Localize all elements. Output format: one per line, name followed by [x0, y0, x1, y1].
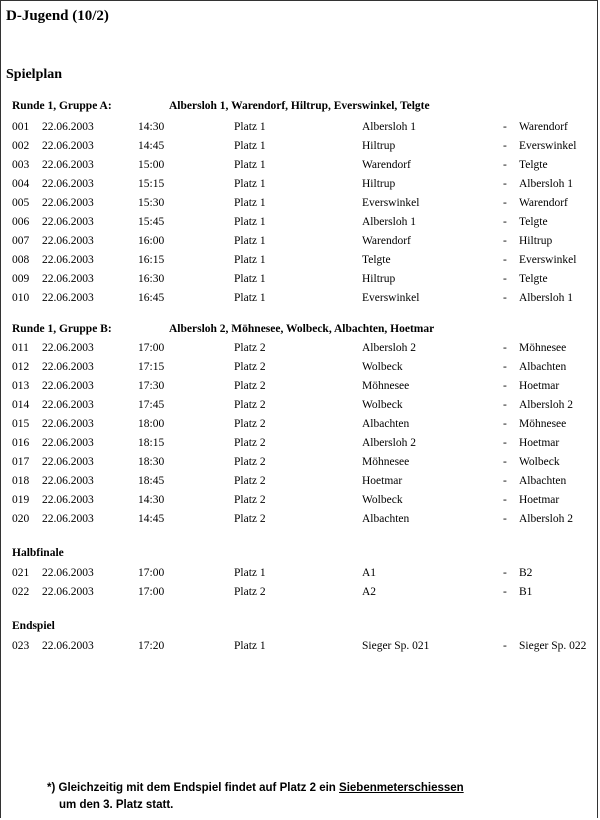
match-row: [0, 140, 600, 158]
away-team: Albersloh 1: [519, 178, 573, 190]
match-date: 22.06.2003: [42, 437, 94, 449]
match-separator: -: [503, 399, 507, 411]
match-separator: -: [503, 121, 507, 133]
match-number: 005: [12, 197, 30, 209]
match-row: [0, 418, 600, 436]
match-pitch: Platz 2: [234, 361, 266, 373]
away-team: Wolbeck: [519, 456, 560, 468]
away-team: Hoetmar: [519, 437, 560, 449]
match-number: 009: [12, 273, 30, 285]
match-time: 18:15: [138, 437, 165, 449]
match-pitch: Platz 1: [234, 140, 266, 152]
footnote-underlined: Siebenmeterschiessen: [339, 782, 464, 794]
match-time: 14:45: [138, 513, 165, 525]
away-team: Albersloh 2: [519, 513, 573, 525]
away-team: Albersloh 1: [519, 292, 573, 304]
match-row: [0, 197, 600, 215]
home-team: Hoetmar: [362, 475, 403, 487]
away-team: Möhnesee: [519, 418, 567, 430]
match-number: 008: [12, 254, 30, 266]
match-separator: -: [503, 456, 507, 468]
match-separator: -: [503, 292, 507, 304]
match-pitch: Platz 2: [234, 456, 266, 468]
match-pitch: Platz 2: [234, 380, 266, 392]
match-time: 18:45: [138, 475, 165, 487]
match-time: 15:00: [138, 159, 165, 171]
match-time: 17:20: [138, 640, 165, 652]
match-row: [0, 159, 600, 177]
match-time: 17:45: [138, 399, 165, 411]
match-time: 15:30: [138, 197, 165, 209]
match-date: 22.06.2003: [42, 586, 94, 598]
home-team: Albersloh 2: [362, 437, 416, 449]
match-time: 16:00: [138, 235, 165, 247]
match-date: 22.06.2003: [42, 273, 94, 285]
match-time: 16:30: [138, 273, 165, 285]
match-row: [0, 235, 600, 253]
match-pitch: Platz 1: [234, 216, 266, 228]
away-team: Möhnesee: [519, 342, 567, 354]
match-date: 22.06.2003: [42, 418, 94, 430]
match-row: [0, 494, 600, 512]
away-team: Everswinkel: [519, 254, 577, 266]
match-date: 22.06.2003: [42, 361, 94, 373]
match-date: 22.06.2003: [42, 494, 94, 506]
section-label: Halbfinale: [12, 547, 64, 559]
match-number: 012: [12, 361, 30, 373]
away-team: B1: [519, 586, 533, 598]
match-number: 015: [12, 418, 30, 430]
match-number: 016: [12, 437, 30, 449]
match-row: [0, 178, 600, 196]
home-team: Wolbeck: [362, 399, 403, 411]
match-date: 22.06.2003: [42, 159, 94, 171]
away-team: Telgte: [519, 159, 548, 171]
away-team: Albachten: [519, 361, 567, 373]
away-team: Hoetmar: [519, 494, 560, 506]
footnote-line2: um den 3. Platz statt.: [59, 799, 174, 811]
match-number: 006: [12, 216, 30, 228]
home-team: Everswinkel: [362, 292, 420, 304]
match-pitch: Platz 2: [234, 399, 266, 411]
away-team: Sieger Sp. 022: [519, 640, 587, 652]
match-separator: -: [503, 380, 507, 392]
home-team: Albersloh 1: [362, 216, 416, 228]
away-team: B2: [519, 567, 533, 579]
away-team: Albersloh 2: [519, 399, 573, 411]
match-time: 15:15: [138, 178, 165, 190]
away-team: Hoetmar: [519, 380, 560, 392]
match-pitch: Platz 2: [234, 418, 266, 430]
section-teams: Albersloh 1, Warendorf, Hiltrup, Everswinkel, Telgte: [169, 100, 430, 112]
match-pitch: Platz 1: [234, 178, 266, 190]
home-team: Sieger Sp. 021: [362, 640, 430, 652]
match-time: 17:30: [138, 380, 165, 392]
match-time: 17:15: [138, 361, 165, 373]
match-pitch: Platz 2: [234, 494, 266, 506]
match-time: 16:45: [138, 292, 165, 304]
match-pitch: Platz 2: [234, 342, 266, 354]
match-number: 023: [12, 640, 30, 652]
match-date: 22.06.2003: [42, 475, 94, 487]
match-date: 22.06.2003: [42, 380, 94, 392]
match-number: 022: [12, 586, 30, 598]
match-number: 011: [12, 342, 29, 354]
match-separator: -: [503, 197, 507, 209]
match-date: 22.06.2003: [42, 254, 94, 266]
match-date: 22.06.2003: [42, 342, 94, 354]
match-row: [0, 567, 600, 585]
home-team: A1: [362, 567, 377, 579]
match-separator: -: [503, 567, 507, 579]
match-row: [0, 437, 600, 455]
match-separator: -: [503, 254, 507, 266]
home-team: Telgte: [362, 254, 391, 266]
match-row: [0, 121, 600, 139]
match-time: 17:00: [138, 586, 165, 598]
match-number: 019: [12, 494, 30, 506]
match-number: 001: [12, 121, 30, 133]
section-header: [12, 323, 435, 335]
match-date: 22.06.2003: [42, 456, 94, 468]
home-team: Albersloh 2: [362, 342, 416, 354]
away-team: Telgte: [519, 273, 548, 285]
document-title: D-Jugend (10/2): [6, 8, 109, 24]
footnote: [47, 780, 464, 814]
match-date: 22.06.2003: [42, 140, 94, 152]
home-team: Warendorf: [362, 159, 411, 171]
match-date: 22.06.2003: [42, 399, 94, 411]
home-team: Hiltrup: [362, 140, 396, 152]
match-pitch: Platz 1: [234, 121, 266, 133]
section-header: [12, 100, 430, 112]
match-separator: -: [503, 216, 507, 228]
match-pitch: Platz 1: [234, 197, 266, 209]
home-team: Möhnesee: [362, 456, 410, 468]
match-pitch: Platz 1: [234, 640, 266, 652]
away-team: Albachten: [519, 475, 567, 487]
section-label: Endspiel: [12, 620, 55, 632]
match-pitch: Platz 1: [234, 273, 266, 285]
match-row: [0, 216, 600, 234]
match-time: 14:30: [138, 494, 165, 506]
match-row: [0, 640, 600, 658]
match-separator: -: [503, 235, 507, 247]
section-label: Runde 1, Gruppe B:: [12, 323, 112, 335]
section-header: [12, 620, 55, 632]
match-date: 22.06.2003: [42, 121, 94, 133]
footnote-text: *) Gleichzeitig mit dem Endspiel findet auf Platz 2 ein: [47, 782, 340, 794]
home-team: Hiltrup: [362, 178, 396, 190]
match-separator: -: [503, 342, 507, 354]
match-time: 17:00: [138, 342, 165, 354]
match-time: 18:30: [138, 456, 165, 468]
match-separator: -: [503, 475, 507, 487]
match-separator: -: [503, 494, 507, 506]
match-date: 22.06.2003: [42, 235, 94, 247]
match-date: 22.06.2003: [42, 567, 94, 579]
match-separator: -: [503, 361, 507, 373]
home-team: Albachten: [362, 513, 410, 525]
match-row: [0, 380, 600, 398]
match-row: [0, 399, 600, 417]
match-date: 22.06.2003: [42, 216, 94, 228]
match-time: 16:15: [138, 254, 165, 266]
match-number: 014: [12, 399, 30, 411]
away-team: Warendorf: [519, 197, 568, 209]
match-number: 007: [12, 235, 30, 247]
match-separator: -: [503, 159, 507, 171]
match-number: 010: [12, 292, 30, 304]
match-number: 017: [12, 456, 30, 468]
match-pitch: Platz 2: [234, 586, 266, 598]
away-team: Telgte: [519, 216, 548, 228]
match-pitch: Platz 1: [234, 235, 266, 247]
match-date: 22.06.2003: [42, 197, 94, 209]
home-team: Albersloh 1: [362, 121, 416, 133]
match-pitch: Platz 2: [234, 475, 266, 487]
match-time: 15:45: [138, 216, 165, 228]
match-row: [0, 513, 600, 531]
away-team: Hiltrup: [519, 235, 553, 247]
match-date: 22.06.2003: [42, 513, 94, 525]
home-team: A2: [362, 586, 377, 598]
match-number: 002: [12, 140, 30, 152]
match-separator: -: [503, 273, 507, 285]
match-separator: -: [503, 513, 507, 525]
match-time: 17:00: [138, 567, 165, 579]
match-row: [0, 456, 600, 474]
section-header: [12, 547, 64, 559]
match-separator: -: [503, 418, 507, 430]
schedule-heading: Spielplan: [6, 67, 63, 82]
match-separator: -: [503, 437, 507, 449]
away-team: Everswinkel: [519, 140, 577, 152]
match-separator: -: [503, 140, 507, 152]
home-team: Warendorf: [362, 235, 411, 247]
match-separator: -: [503, 586, 507, 598]
home-team: Wolbeck: [362, 494, 403, 506]
home-team: Everswinkel: [362, 197, 420, 209]
match-date: 22.06.2003: [42, 178, 94, 190]
match-time: 18:00: [138, 418, 165, 430]
match-separator: -: [503, 640, 507, 652]
match-row: [0, 254, 600, 272]
match-pitch: Platz 1: [234, 159, 266, 171]
match-number: 021: [12, 567, 30, 579]
section-label: Runde 1, Gruppe A:: [12, 100, 112, 112]
match-row: [0, 273, 600, 291]
match-number: 018: [12, 475, 30, 487]
match-time: 14:30: [138, 121, 165, 133]
away-team: Warendorf: [519, 121, 568, 133]
match-pitch: Platz 1: [234, 254, 266, 266]
match-pitch: Platz 2: [234, 513, 266, 525]
section-teams: Albersloh 2, Möhnesee, Wolbeck, Albachten, Hoetmar: [169, 323, 435, 335]
match-number: 020: [12, 513, 30, 525]
match-number: 004: [12, 178, 30, 190]
match-row: [0, 292, 600, 310]
match-separator: -: [503, 178, 507, 190]
match-pitch: Platz 1: [234, 292, 266, 304]
home-team: Hiltrup: [362, 273, 396, 285]
home-team: Möhnesee: [362, 380, 410, 392]
match-pitch: Platz 1: [234, 567, 266, 579]
match-row: [0, 361, 600, 379]
match-row: [0, 342, 600, 360]
match-number: 013: [12, 380, 30, 392]
match-row: [0, 475, 600, 493]
match-row: [0, 586, 600, 604]
home-team: Wolbeck: [362, 361, 403, 373]
home-team: Albachten: [362, 418, 410, 430]
match-date: 22.06.2003: [42, 640, 94, 652]
match-date: 22.06.2003: [42, 292, 94, 304]
match-time: 14:45: [138, 140, 165, 152]
match-number: 003: [12, 159, 30, 171]
match-pitch: Platz 2: [234, 437, 266, 449]
